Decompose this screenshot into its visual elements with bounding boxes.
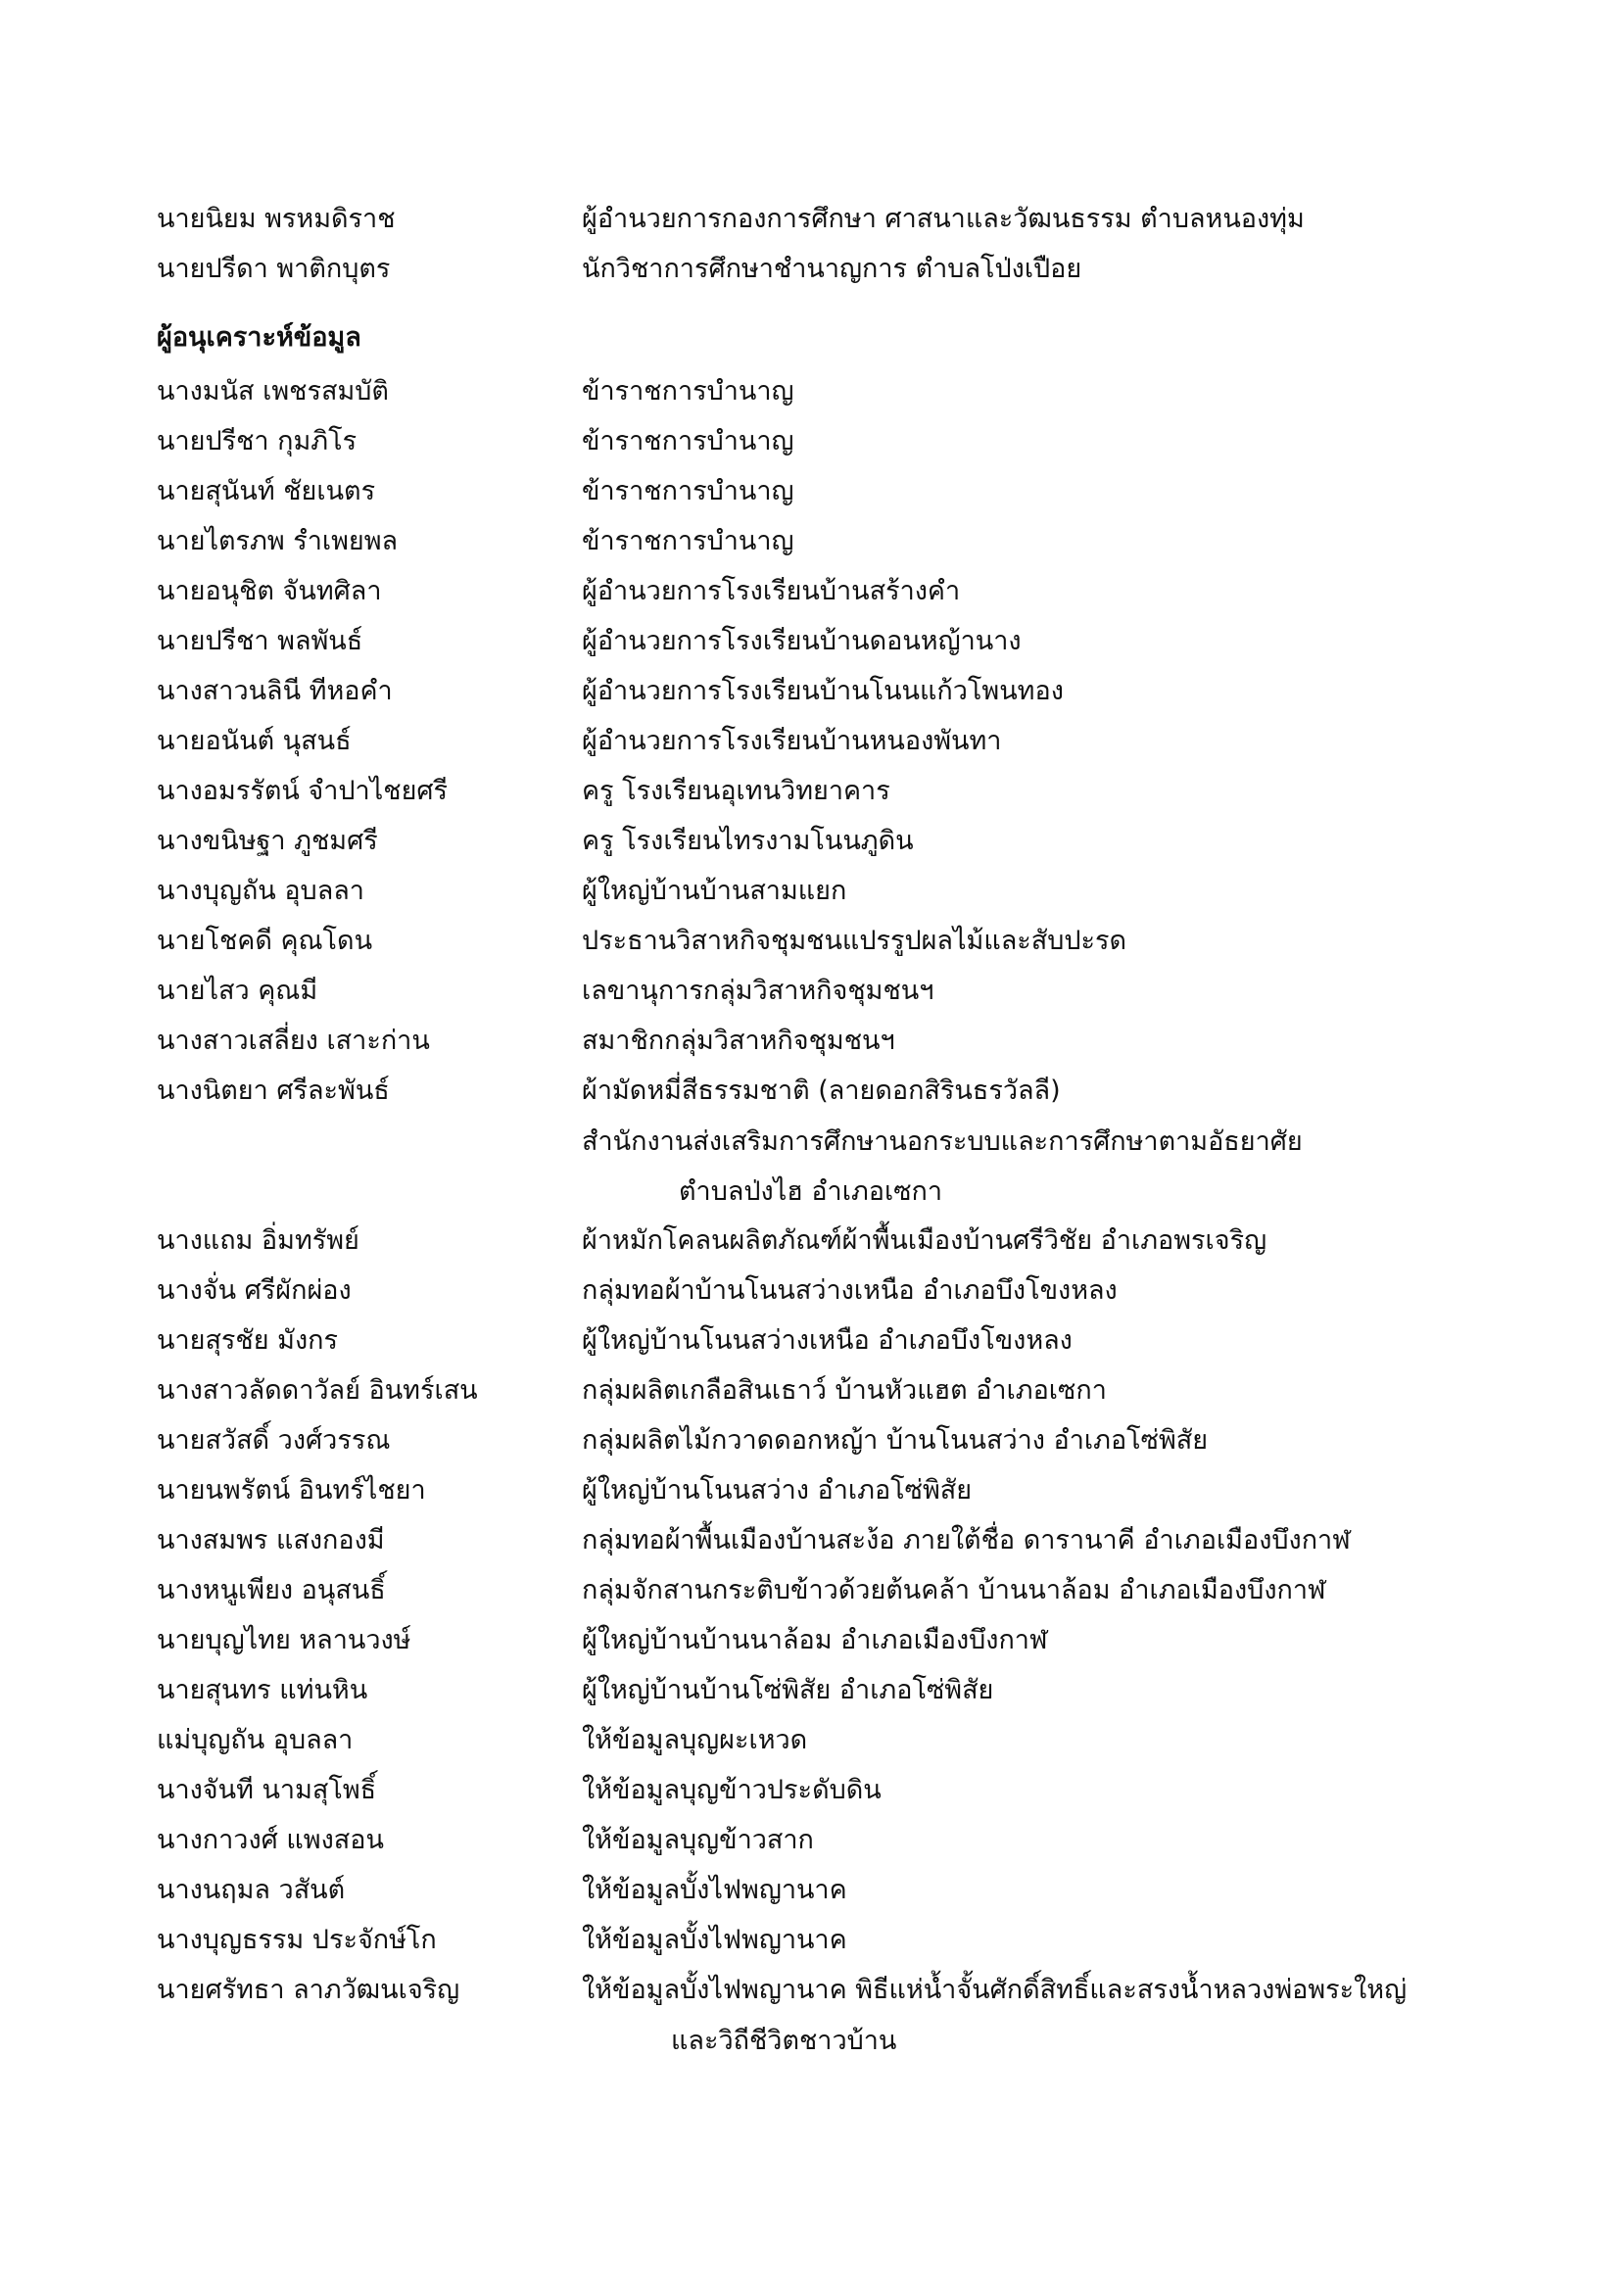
person-name: นายไตรภพ รำเพยพล	[157, 526, 399, 556]
person-name: นางมนัส เพชรสมบัติ	[157, 376, 389, 407]
office-line	[157, 1116, 1528, 1166]
list-item	[157, 1665, 1528, 1715]
person-role: ผ้าหมักโคลนผลิตภัณฑ์ผ้าพื้นเมืองบ้านศรีวิชัย อำเภอพรเจริญ	[582, 1225, 1267, 1256]
person-role: ประธานวิสาหกิจชุมชนแปรรูปผลไม้และสับปะรด	[582, 926, 1127, 956]
person-role: ผู้ใหญ่บ้านโนนสว่างเหนือ อำเภอบึงโขงหลง	[582, 1325, 1073, 1356]
person-name: นายอนันต์ นุสนธ์	[157, 726, 352, 756]
list-item	[157, 1266, 1528, 1315]
person-name: นายสวัสดิ์ วงศ์วรรณ	[157, 1425, 391, 1456]
person-role: ให้ข้อมูลบั้งไฟพญานาค	[582, 1875, 847, 1905]
office-name: สำนักงานส่งเสริมการศึกษานอกระบบและการศึกษาตามอัธยาศัย	[582, 1126, 1303, 1157]
person-role: สมาชิกกลุ่มวิสาหกิจชุมชนฯ	[582, 1026, 895, 1056]
person-name: นายสุนทร แท่นหิน	[157, 1675, 368, 1705]
list-item	[157, 1565, 1528, 1615]
person-role: ให้ข้อมูลบุญข้าวสาก	[582, 1825, 814, 1855]
person-name: นางบุญธรรม ประจักษ์โก	[157, 1925, 437, 1955]
person-role: กลุ่มทอผ้าบ้านโนนสว่างเหนือ อำเภอบึงโขงหลง	[582, 1275, 1118, 1306]
list-item	[157, 1315, 1528, 1365]
person-name: นายปรีดา พาติกบุตร	[157, 254, 391, 284]
list-item	[157, 1915, 1528, 1965]
person-name: นางกาวงศ์ แพงสอน	[157, 1825, 384, 1855]
person-role: ผู้ใหญ่บ้านบ้านโซ่พิสัย อำเภอโซ่พิสัย	[582, 1675, 994, 1705]
list-item	[157, 1365, 1528, 1415]
person-name: นางอมรรัตน์ จำปาไชยศรี	[157, 776, 449, 806]
person-role: ผู้อำนวยการโรงเรียนบ้านหนองพันทา	[582, 726, 1002, 756]
person-name: นางสาวเสลี่ยง เสาะก่าน	[157, 1026, 430, 1056]
person-name: นายไสว คุณมี	[157, 976, 318, 1006]
person-name: นายนิยม พรหมดิราช	[157, 204, 396, 234]
list-item	[157, 866, 1528, 916]
list-item	[157, 1515, 1528, 1565]
person-role: ให้ข้อมูลบุญข้าวประดับดิน	[582, 1775, 882, 1805]
person-name: แม่บุญถัน อุบลลา	[157, 1725, 354, 1755]
person-role: ข้าราชการบำนาญ	[582, 426, 794, 456]
person-role: กลุ่มผลิตเกลือสินเธาว์ บ้านหัวแฮต อำเภอเซกา	[582, 1375, 1107, 1406]
list-item	[157, 566, 1528, 616]
contributors-list	[157, 194, 1528, 2065]
list-item	[157, 1615, 1528, 1665]
continuation-line	[157, 2015, 1528, 2065]
list-item	[157, 1465, 1528, 1515]
person-name: นางสมพร แสงกองมี	[157, 1525, 385, 1555]
person-name: นายสุนันท์ ชัยเนตร	[157, 476, 376, 506]
person-name: นายบุญไทย หลานวงษ์	[157, 1625, 411, 1655]
person-role: ให้ข้อมูลบุญผะเหวด	[582, 1725, 808, 1755]
person-role: นักวิชาการศึกษาชำนาญการ ตำบลโป่งเปือย	[582, 254, 1082, 284]
person-name: นางบุญถัน อุบลลา	[157, 876, 364, 906]
office-line	[157, 1166, 1528, 1216]
list-item	[157, 244, 1528, 294]
person-role: ครู โรงเรียนไทรงามโนนภูดิน	[582, 826, 914, 856]
list-item	[157, 416, 1528, 466]
person-name: นางจั่น ศรีผักผ่อง	[157, 1275, 352, 1306]
person-role: ข้าราชการบำนาญ	[582, 526, 794, 556]
list-item	[157, 716, 1528, 766]
person-name: นายอนุชิต จันทศิลา	[157, 576, 382, 606]
person-role: ครู โรงเรียนอุเทนวิทยาคาร	[582, 776, 890, 806]
person-role: ผู้อำนวยการโรงเรียนบ้านโนนแก้วโพนทอง	[582, 676, 1064, 706]
person-name: นางแถม อิ่มทรัพย์	[157, 1225, 359, 1256]
list-item	[157, 516, 1528, 566]
person-name: นางสาวนลินี ทีหอคำ	[157, 676, 393, 706]
person-name: นางขนิษฐา ภูชมศรี	[157, 826, 378, 856]
list-item	[157, 366, 1528, 416]
person-role: ผู้ใหญ่บ้านบ้านสามแยก	[582, 876, 847, 906]
list-item	[157, 1965, 1528, 2015]
role-continuation: และวิถีชีวิตชาวบ้าน	[671, 2026, 897, 2056]
list-item	[157, 1765, 1528, 1815]
person-name: นายปรีชา กุมภิโร	[157, 426, 358, 456]
list-item	[157, 1216, 1528, 1266]
list-item	[157, 766, 1528, 816]
section-heading: ผู้อนุเคราะห์ข้อมูล	[157, 322, 361, 353]
person-role: ข้าราชการบำนาญ	[582, 376, 794, 407]
list-item	[157, 916, 1528, 966]
person-role: ผู้ใหญ่บ้านโนนสว่าง อำเภอโซ่พิสัย	[582, 1475, 973, 1506]
list-item	[157, 1066, 1528, 1116]
list-item	[157, 816, 1528, 866]
person-role: ผู้อำนวยการกองการศึกษา ศาสนาและวัฒนธรรม ตำบลหนองทุ่ม	[582, 204, 1305, 234]
list-item	[157, 1715, 1528, 1765]
person-role: กลุ่มทอผ้าพื้นเมืองบ้านสะง้อ ภายใต้ชื่อ ดารานาคี อำเภอเมืองบึงกาฬ	[582, 1525, 1351, 1555]
list-item	[157, 1415, 1528, 1465]
person-name: นายโชคดี คุณโดน	[157, 926, 373, 956]
list-item	[157, 1016, 1528, 1066]
person-role: กลุ่มผลิตไม้กวาดดอกหญ้า บ้านโนนสว่าง อำเภอโซ่พิสัย	[582, 1425, 1209, 1456]
person-role: ผู้อำนวยการโรงเรียนบ้านสร้างคำ	[582, 576, 961, 606]
person-name: นายศรัทธา ลาภวัฒนเจริญ	[157, 1975, 460, 2005]
list-item	[157, 966, 1528, 1016]
person-role: เลขานุการกลุ่มวิสาหกิจชุมชนฯ	[582, 976, 934, 1006]
person-name: นางหนูเพียง อนุสนธิ์	[157, 1575, 386, 1605]
person-name: นายปรีชา พลพันธ์	[157, 626, 363, 656]
person-name: นางจันที นามสุโพธิ์	[157, 1775, 377, 1805]
office-location: ตำบลป่งไฮ อำเภอเซกา	[679, 1176, 943, 1207]
person-role: ผู้อำนวยการโรงเรียนบ้านดอนหญ้านาง	[582, 626, 1022, 656]
person-role: กลุ่มจักสานกระติบข้าวด้วยต้นคล้า บ้านนาล้อม อำเภอเมืองบึงกาฬ	[582, 1575, 1326, 1605]
person-name: นางนฤมล วสันต์	[157, 1875, 346, 1905]
person-role: ผ้ามัดหมี่สีธรรมชาติ (ลายดอกสิรินธรวัลลี)	[582, 1076, 1061, 1106]
list-item	[157, 194, 1528, 244]
person-role: ผู้ใหญ่บ้านบ้านนาล้อม อำเภอเมืองบึงกาฬ	[582, 1625, 1048, 1655]
person-name: นายสุรชัย มังกร	[157, 1325, 338, 1356]
list-item	[157, 616, 1528, 666]
person-role: ให้ข้อมูลบั้งไฟพญานาค	[582, 1925, 847, 1955]
list-item	[157, 466, 1528, 516]
person-role: ข้าราชการบำนาญ	[582, 476, 794, 506]
list-item	[157, 1865, 1528, 1915]
person-name: นายนพรัตน์ อินทร์ไชยา	[157, 1475, 426, 1506]
person-name: นางนิตยา ศรีละพันธ์	[157, 1076, 390, 1106]
person-name: นางสาวลัดดาวัลย์ อินทร์เสน	[157, 1375, 478, 1406]
list-item	[157, 666, 1528, 716]
person-role: ให้ข้อมูลบั้งไฟพญานาค พิธีแห่น้ำจั้นศักดิ์สิทธิ์และสรงน้ำหลวงพ่อพระใหญ่	[582, 1975, 1408, 2005]
list-item	[157, 1815, 1528, 1865]
